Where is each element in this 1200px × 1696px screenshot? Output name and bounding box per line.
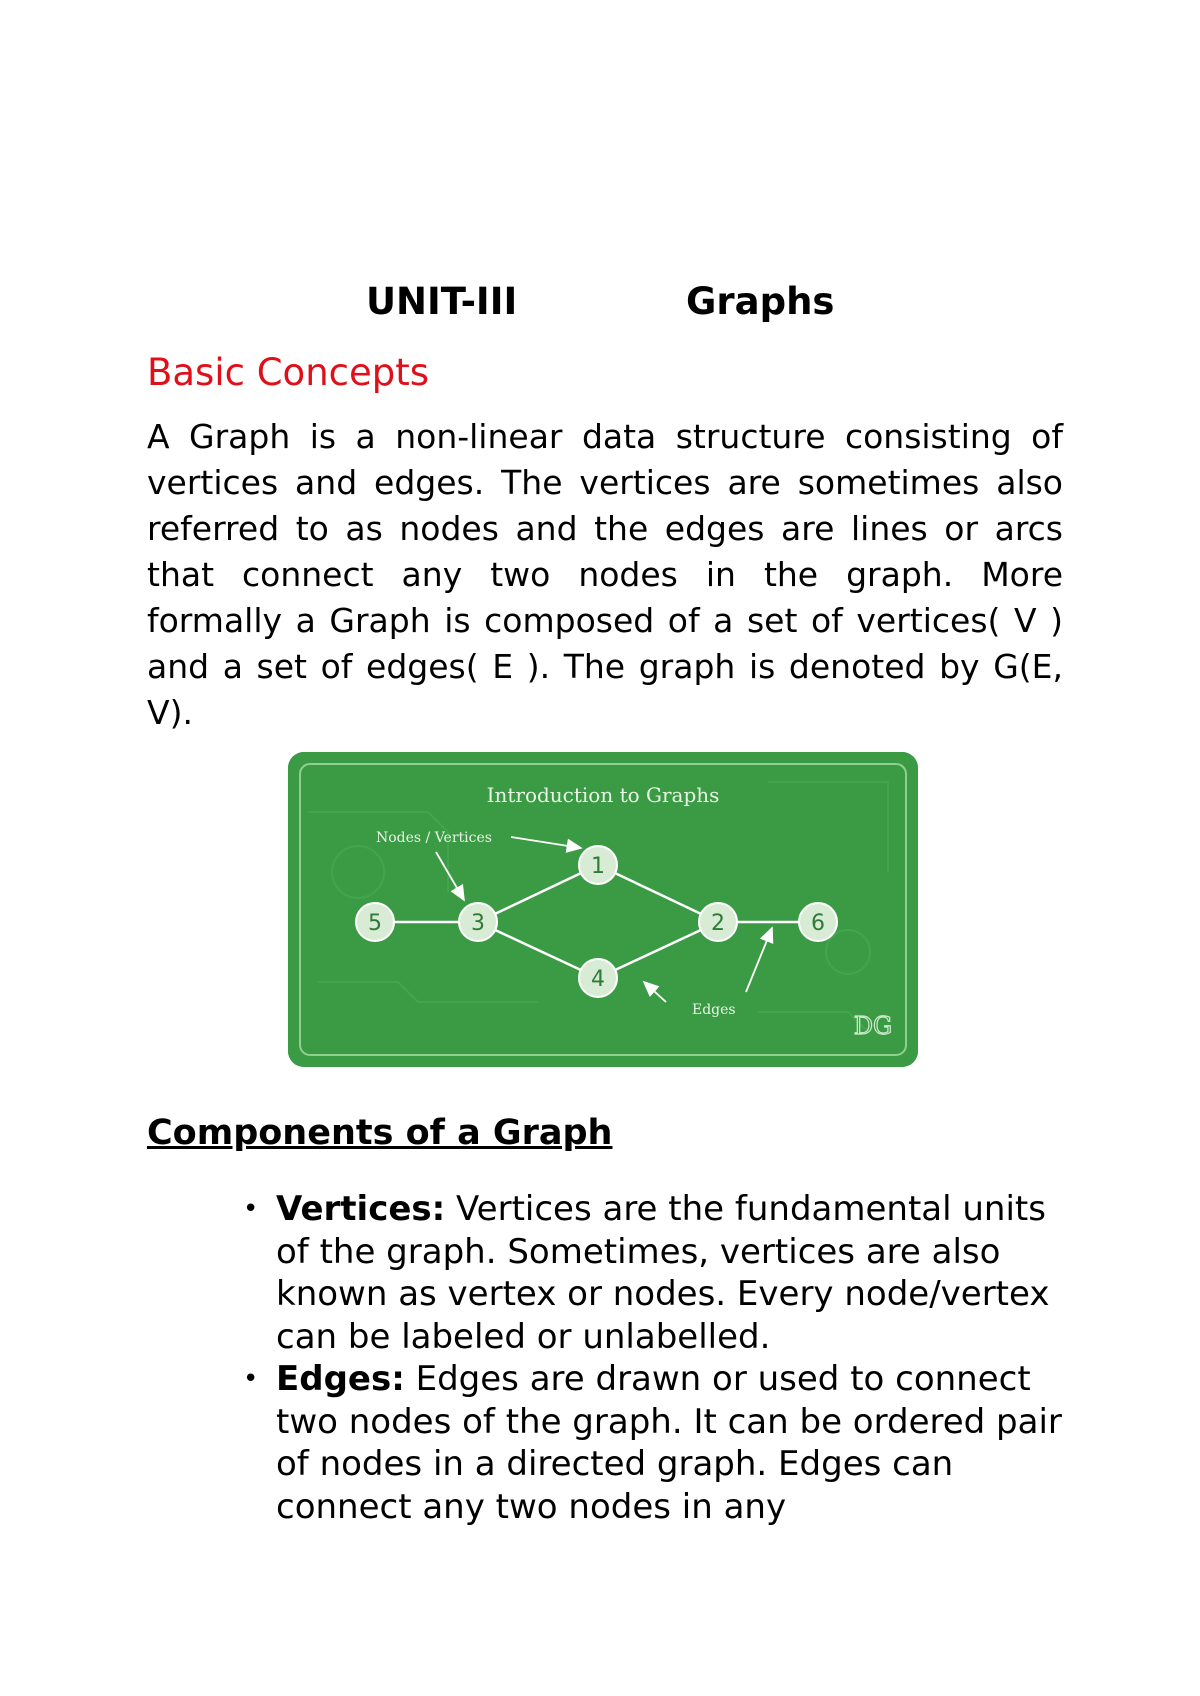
graph-node-6 bbox=[799, 903, 837, 941]
graph-illustration-svg bbox=[288, 752, 918, 1067]
bullet-icon: • bbox=[243, 1194, 259, 1224]
edges-label: Edges bbox=[692, 1002, 736, 1018]
graph-node-label: 5 bbox=[368, 911, 382, 936]
list-item bbox=[243, 1358, 1076, 1528]
graph-node-2 bbox=[699, 903, 737, 941]
list-item-text: Edges are drawn or used to connect two nodes of the graph. It can be ordered pair of nodes in a directed graph. Edges can connect any two nodes in any bbox=[276, 1359, 1062, 1527]
graph-node-1 bbox=[579, 846, 617, 884]
gfg-logo-icon: DG bbox=[853, 1012, 893, 1040]
graph-illustration bbox=[288, 752, 918, 1067]
graph-node-label: 2 bbox=[711, 911, 725, 936]
components-list bbox=[243, 1188, 1076, 1528]
list-item-text: Vertices are the fundamental units of the graph. Sometimes, vertices are also known as vertex or nodes. Every node/vertex can be labeled or unlabelled. bbox=[276, 1189, 1050, 1357]
list-item-term: Vertices: bbox=[276, 1189, 446, 1229]
components-heading: Components of a Graph bbox=[147, 1113, 613, 1153]
list-item bbox=[243, 1188, 1076, 1358]
graph-node-label: 1 bbox=[591, 854, 605, 879]
unit-label: UNIT-III bbox=[366, 280, 518, 323]
graph-node-4 bbox=[579, 959, 617, 997]
bullet-icon: • bbox=[243, 1364, 259, 1394]
figure-title: Introduction to Graphs bbox=[486, 783, 720, 807]
graph-node-label: 6 bbox=[811, 911, 825, 936]
list-item-term: Edges: bbox=[276, 1359, 405, 1399]
unit-topic: Graphs bbox=[686, 280, 835, 323]
nodes-vertices-label: Nodes / Vertices bbox=[376, 830, 492, 846]
graph-node-3 bbox=[459, 903, 497, 941]
graph-node-label: 4 bbox=[591, 967, 605, 992]
basic-concepts-heading: Basic Concepts bbox=[147, 351, 430, 394]
basic-concepts-paragraph: A Graph is a non-linear data structure consisting of vertices and edges. The vertices are sometimes also referred to as nodes and the edges are lines or arcs that connect any two nodes in the graph. More formally a Graph is composed of a set of vertices( V ) and a set of edges( E ). The graph is denoted by G(E, V). bbox=[147, 417, 1063, 732]
graph-node-5 bbox=[356, 903, 394, 941]
graph-node-label: 3 bbox=[471, 911, 485, 936]
